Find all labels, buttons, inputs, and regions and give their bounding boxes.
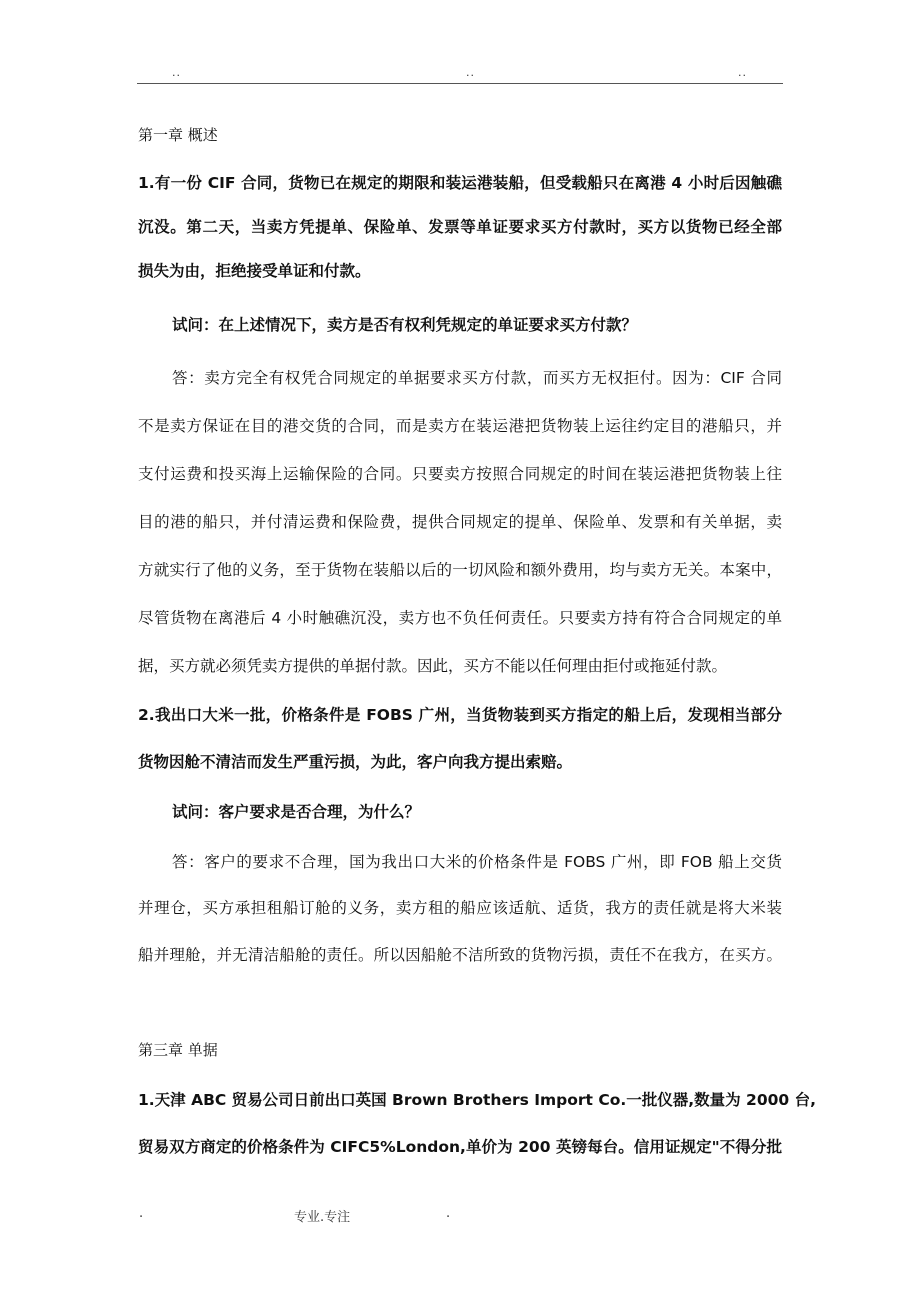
q1-answer-line: 答：卖方完全有权凭合同规定的单据要求买方付款，而买方无权拒付。因为：CIF 合同 [172,369,782,387]
q1-question: 试问：在上述情况下，卖方是否有权利凭规定的单证要求买方付款？ [172,316,638,334]
header-left: .. [172,66,181,79]
q2-answer-line: 并理仓，买方承担租船订舱的义务，卖方租的船应该适航、适货，我方的责任就是将大米装 [138,899,782,917]
header-rule [137,83,783,84]
q2-question: 试问：客户要求是否合理，为什么？ [172,803,421,821]
q1-answer-line: 不是卖方保证在目的港交货的合同，而是卖方在装运港把货物装上运往约定目的港船只，并 [138,417,782,435]
footer-right: . [446,1206,451,1221]
q1-answer-line: 目的港的船只，并付清运费和保险费，提供合同规定的提单、保险单、发票和有关单据，卖 [138,513,782,531]
q1-line: 1.有一份 CIF 合同，货物已在规定的期限和装运港装船，但受载船只在离港 4 小时后因触礁 [138,174,782,192]
q1-answer-line: 方就实行了他的义务，至于货物在装船以后的一切风险和额外费用，均与卖方无关。本案中， [138,561,782,579]
q2-line: 货物因舱不清洁而发生严重污损，为此，客户向我方提出索赔。 [138,753,573,771]
chapter-1-title: 第一章 概述 [138,126,218,144]
c3-q1-line: 1.天津 ABC 贸易公司日前出口英国 Brown Brothers Import Co.一批仪器,数量为 2000 台, [138,1091,816,1109]
c3-q1-line: 贸易双方商定的价格条件为 CIFC5%London,单价为 200 英镑每台。信用证规定"不得分批 [138,1138,782,1156]
q2-line: 2.我出口大米一批，价格条件是 FOBS 广州，当货物装到买方指定的船上后，发现相当部分 [138,706,782,724]
q1-line: 损失为由，拒绝接受单证和付款。 [138,262,371,280]
footer-left: . [139,1206,144,1221]
q2-answer-line: 答：客户的要求不合理，国为我出口大米的价格条件是 FOBS 广州，即 FOB 船上交货 [172,853,782,871]
q1-answer-line: 据，买方就必须凭卖方提供的单据付款。因此，买方不能以任何理由拒付或拖延付款。 [138,657,728,675]
header-center: .. [466,66,475,79]
q1-answer-line: 支付运费和投买海上运输保险的合同。只要卖方按照合同规定的时间在装运港把货物装上往 [138,465,782,483]
footer-center: 专业.专注 [294,1210,351,1225]
q1-line: 沉没。第二天，当卖方凭提单、保险单、发票等单证要求买方付款时，买方以货物已经全部 [138,218,782,236]
q2-answer-line: 船并理舱，并无清洁船舱的责任。所以因船舱不洁所致的货物污损，责任不在我方，在买方。 [138,946,782,964]
header-right: .. [738,66,747,79]
chapter-3-title: 第三章 单据 [138,1041,218,1059]
q1-answer-line: 尽管货物在离港后 4 小时触礁沉没，卖方也不负任何责任。只要卖方持有符合合同规定的单 [138,609,782,627]
